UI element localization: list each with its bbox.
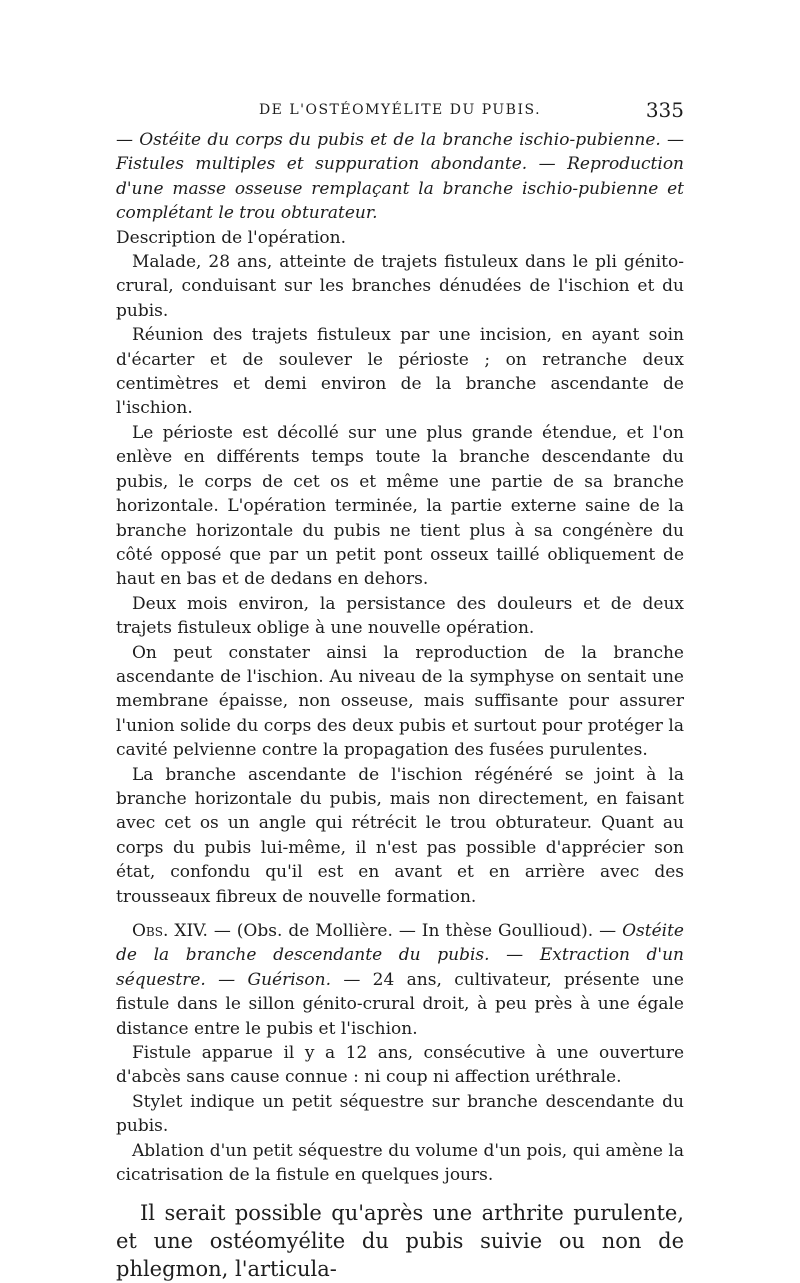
paragraph: Fistule apparue il y a 12 ans, consécutive à une ouverture d'abcès sans cause connue : ni coup ni affection uréthrale.	[116, 1043, 684, 1088]
paragraph: La branche ascendante de l'ischion régénéré se joint à la branche horizontale du pubis, mais non directement, en faisant avec cet os un angle qui rétrécit le trou obturateur. Quant au corps du pubis lui-même, il n'est pas possible d'apprécier son état, confondu qu'il est en avant et en arrière avec des trousseaux fibreux de nouvelle formation.	[116, 764, 684, 907]
page-header	[116, 98, 684, 126]
observation-heading	[116, 919, 684, 1041]
paragraph: On peut constater ainsi la reproduction de la branche ascendante de l'ischion. Au niveau de la symphyse on sentait une membrane épaisse, non osseuse, mais suffisante pour assurer l'union solide du corps des deux pubis et surtout pour protéger la cavité pelvienne contre la propagation des fusées purulentes.	[116, 642, 684, 761]
case-subtitle-text: — Ostéite du corps du pubis et de la branche ischio-pubienne. — Fistules multiples et suppuration abondante. — Reproduction d'une masse osseuse remplaçant la branche ischio-pubienne et complétant le trou obturateur.	[116, 130, 684, 224]
observation-title: Ostéite de la branche descendante du pubis. — Extraction d'un séquestre. — Guérison.	[116, 921, 684, 990]
paragraph: Malade, 28 ans, atteinte de trajets fistuleux dans le pli génito-crural, conduisant sur les branches dénudées de l'ischion et du pubis.	[116, 252, 684, 321]
observation-label: Obs. XIV.	[132, 921, 208, 941]
page-number: 335	[645, 98, 684, 122]
page-body	[116, 128, 684, 1283]
observation-source: — (Obs. de Mollière. — In thèse Goullioud). —	[207, 921, 623, 941]
paragraph: Réunion des trajets fistuleux par une incision, en ayant soin d'écarter et de soulever le périoste ; on retranche deux centimètres et demi environ de la branche ascendante de l'ischion.	[116, 325, 684, 419]
paragraph: Stylet indique un petit séquestre sur branche descendante du pubis.	[116, 1091, 684, 1137]
running-title: DE L'OSTÉOMYÉLITE DU PUBIS.	[258, 102, 542, 118]
paragraph: Le périoste est décollé sur une plus grande étendue, et l'on enlève en différents temps toute la branche descendante du pubis, le corps de cet os et même une partie de sa branche horizontale. L'opération terminée, la partie externe saine de la branche horizontale du pubis ne tient plus à sa congénère du côté opposé que par un petit pont osseux taillé obliquement de haut en bas et de dedans en dehors.	[116, 422, 684, 590]
observation-text: — 24 ans, cultivateur, présente une fistule dans le sillon génito-crural droit, à peu près à une égale distance entre le pubis et l'ischion.	[116, 969, 684, 1039]
closing-paragraph: Il serait possible qu'après une arthrite purulente, et une ostéomyélite du pubis suivie ou non de phlegmon, l'articula-	[116, 1201, 684, 1282]
case-description: Description de l'opération.	[116, 227, 346, 248]
paragraph: Ablation d'un petit séquestre du volume d'un pois, qui amène la cicatrisation de la fistule en quelques jours.	[116, 1140, 684, 1186]
case-subtitle	[116, 128, 684, 226]
paragraph: Deux mois environ, la persistance des douleurs et de deux trajets fistuleux oblige à une nouvelle opération.	[116, 593, 684, 639]
